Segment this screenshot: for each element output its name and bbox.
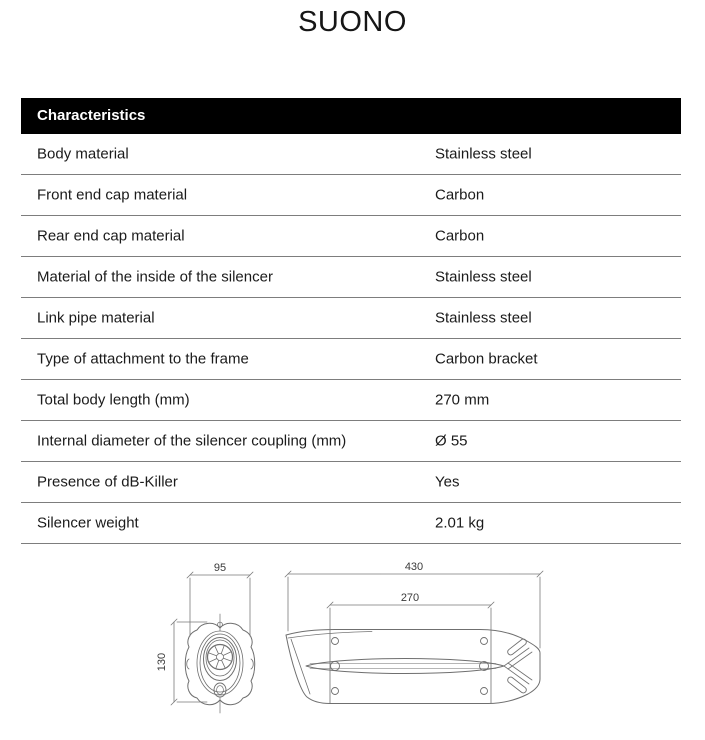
spec-label: Internal diameter of the silencer coupling (mm) (37, 432, 347, 450)
spec-label: Material of the inside of the silencer (37, 268, 273, 286)
technical-drawing (140, 550, 560, 740)
spec-label: Presence of dB-Killer (37, 473, 178, 491)
spec-label: Total body length (mm) (37, 391, 190, 409)
vent-slots (506, 638, 527, 694)
spec-value: Stainless steel (435, 268, 532, 286)
spec-label: Front end cap material (37, 186, 188, 204)
table-row (21, 134, 681, 175)
spec-value: Carbon (435, 227, 485, 245)
table-row (21, 462, 681, 503)
spec-value: Carbon bracket (435, 350, 538, 368)
front-width-label: 95 (213, 562, 227, 574)
spec-value: Stainless steel (435, 145, 532, 163)
table-row (21, 380, 681, 421)
front-view-drawing (185, 614, 255, 713)
page-title: SUONO (298, 6, 407, 38)
outlet-spokes (209, 646, 232, 669)
spec-label: Silencer weight (37, 514, 139, 532)
total-length-label: 430 (404, 561, 424, 573)
spec-label: Rear end cap material (37, 227, 185, 245)
sleeve-length-dimension (327, 602, 494, 630)
table-header: Characteristics (21, 98, 681, 134)
spec-value: Stainless steel (435, 309, 532, 327)
spec-label: Body material (37, 145, 129, 163)
table-row (21, 175, 681, 216)
table-row (21, 421, 681, 462)
sleeve-length-label: 270 (400, 592, 420, 604)
spec-label: Link pipe material (37, 309, 155, 327)
spec-value: Carbon (435, 186, 485, 204)
characteristics-table (21, 98, 681, 544)
spec-value: 2.01 kg (435, 514, 485, 532)
rivets (331, 638, 489, 695)
table-row (21, 339, 681, 380)
table-row (21, 216, 681, 257)
table-row (21, 298, 681, 339)
table-row (21, 503, 681, 544)
spec-label: Type of attachment to the frame (37, 350, 249, 368)
spec-value: Yes (435, 473, 460, 491)
spec-value: Ø 55 (435, 432, 468, 450)
front-height-label: 130 (156, 652, 168, 672)
side-view-drawing (286, 630, 540, 704)
table-row (21, 257, 681, 298)
spec-value: 270 mm (435, 391, 490, 409)
total-length-dimension (285, 571, 543, 648)
